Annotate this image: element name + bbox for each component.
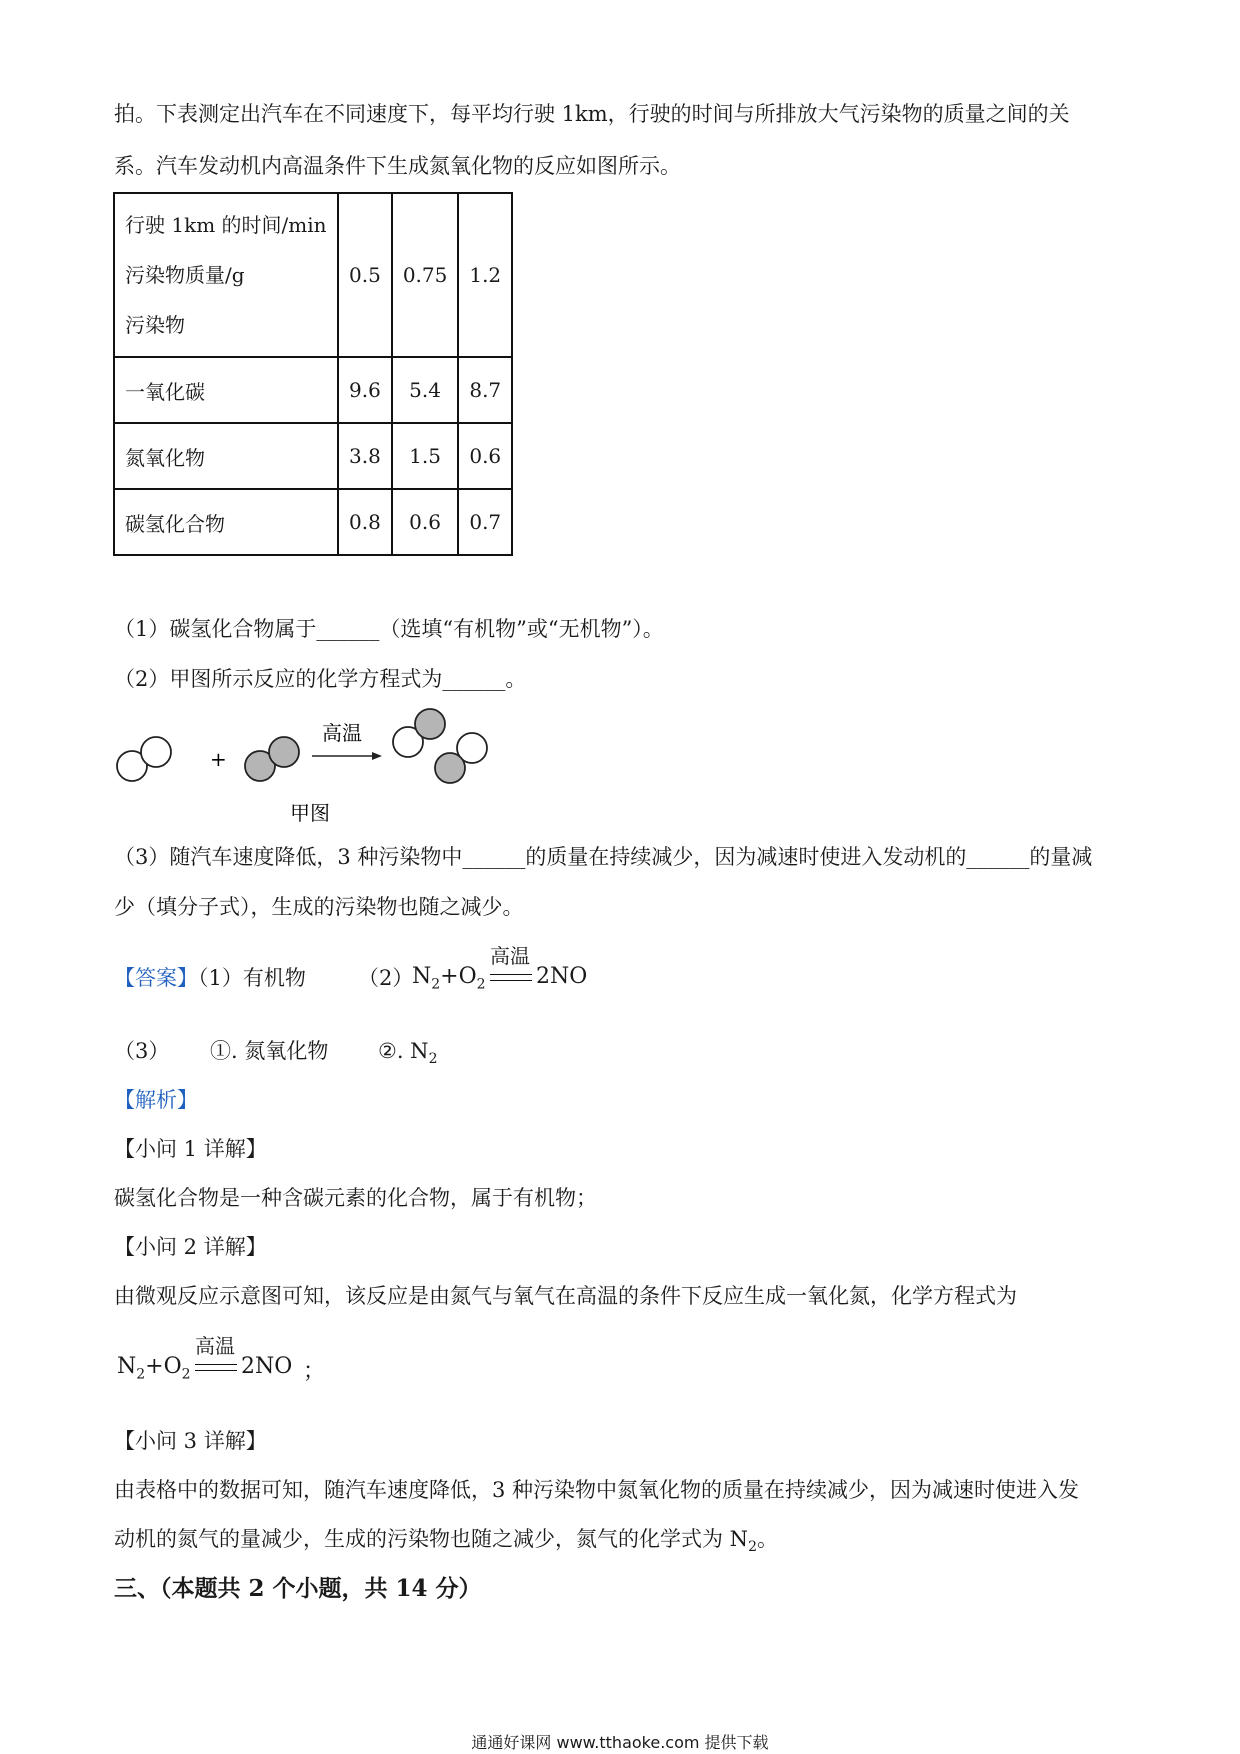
subquestion-2-heading: 【小问 2 详解】 [114, 1235, 267, 1259]
mass-value: 3.8 [338, 423, 392, 489]
no-molecule [435, 733, 487, 783]
nitrogen-atom [435, 753, 465, 783]
subquestion-3-text-line-1: 由表格中的数据可知，随汽车速度降低，3 种污染物中氮氧化物的质量在持续减少，因为减速时使进入发 [114, 1478, 1080, 1502]
eq-n-sub: 2 [431, 976, 441, 993]
eq-n-sub: 2 [136, 1366, 146, 1383]
answer-3-1: ①. 氮氧化物 [210, 1039, 329, 1063]
reaction-arrow [312, 752, 382, 760]
mass-value: 0.6 [392, 489, 459, 555]
section-title: 三、（本题共 2 个小题，共 14 分） [114, 1575, 482, 1602]
table-header-cell [114, 193, 338, 357]
eq-o: +O [440, 964, 477, 989]
eq-end: ； [303, 1359, 326, 1384]
time-value: 0.5 [338, 193, 392, 357]
mass-value: 8.7 [458, 357, 512, 423]
eq-o-sub: 2 [476, 976, 486, 993]
answer-2-prefix: （2） [358, 966, 414, 990]
answer-3-2-text: ②. N [378, 1039, 429, 1063]
table-row [114, 357, 512, 423]
subquestion-3-text-line-2 [114, 1525, 778, 1561]
intro-line-2: 系。汽车发动机内高温条件下生成氮氧化物的反应如图所示。 [114, 154, 681, 178]
p3-end: 。 [756, 1527, 778, 1551]
analysis-tag: 【解析】 [114, 1088, 198, 1112]
pollutant-name: 一氧化碳 [114, 357, 338, 423]
question-1: （1）碳氢化合物属于______（选填“有机物”或“无机物”）。 [114, 617, 664, 641]
reaction-diagram [110, 700, 510, 840]
subquestion-3-heading: 【小问 3 详解】 [114, 1429, 267, 1453]
table-row [114, 489, 512, 555]
nitrogen-atom [269, 737, 299, 767]
header-pollutant-label: 污染物 [125, 313, 185, 337]
eq-product: 2NO [241, 1354, 293, 1379]
emission-table [113, 192, 513, 556]
eq-double-line [490, 974, 532, 981]
answer-3-2-sub: 2 [428, 1051, 438, 1068]
pollutant-name: 氮氧化物 [114, 423, 338, 489]
eq-n: N [117, 1354, 137, 1379]
analysis-equation [117, 1334, 357, 1390]
mass-value: 1.5 [392, 423, 459, 489]
table-row [114, 423, 512, 489]
answer-line [114, 964, 306, 992]
diagram-caption: 甲图 [290, 801, 330, 825]
answer-3-prefix: （3） [114, 1039, 170, 1063]
no-molecule [393, 709, 445, 757]
eq-product: 2NO [536, 964, 588, 989]
footer-text: 通通好课网 www.tthaoke.com 提供下载 [471, 1733, 769, 1752]
answer-equation [412, 944, 612, 1000]
mass-value: 5.4 [392, 357, 459, 423]
eq-double-line [195, 1364, 237, 1371]
answer-1: （1）有机物 [198, 966, 306, 990]
eq-o-sub: 2 [181, 1366, 191, 1383]
mass-value: 9.6 [338, 357, 392, 423]
time-value: 0.75 [392, 193, 459, 357]
pollutant-name: 碳氢化合物 [114, 489, 338, 555]
eq-o: +O [145, 1354, 182, 1379]
eq-n: N [412, 964, 432, 989]
condition-label: 高温 [322, 721, 362, 745]
answer-tag: 【答案】 [114, 966, 198, 990]
eq-condition: 高温 [490, 944, 530, 968]
subquestion-1-heading: 【小问 1 详解】 [114, 1137, 267, 1161]
mass-value: 0.8 [338, 489, 392, 555]
plus-sign: + [210, 747, 227, 771]
header-mass-label: 污染物质量/g [125, 263, 245, 287]
p3-text: 动机的氮气的量减少，生成的污染物也随之减少，氮气的化学式为 N [114, 1527, 749, 1551]
p3-sub: 2 [748, 1539, 757, 1556]
time-value: 1.2 [458, 193, 512, 357]
subquestion-1-text: 碳氢化合物是一种含碳元素的化合物，属于有机物； [114, 1186, 597, 1210]
subquestion-2-text: 由微观反应示意图可知，该反应是由氮气与氧气在高温的条件下反应生成一氧化氮，化学方程式为 [114, 1284, 1017, 1308]
question-2: （2）甲图所示反应的化学方程式为______。 [114, 667, 527, 691]
question-3-line-1: （3）随汽车速度降低，3 种污染物中______的质量在持续减少，因为减速时使进入发动机的______的量减 [114, 845, 1093, 869]
mass-value: 0.7 [458, 489, 512, 555]
nitrogen-molecule [245, 737, 299, 781]
eq-condition: 高温 [195, 1334, 235, 1358]
table-header-row [114, 193, 512, 357]
nitrogen-atom [415, 709, 445, 739]
answer-3-2 [378, 1037, 437, 1073]
oxygen-atom [141, 737, 171, 767]
oxygen-molecule [117, 737, 171, 781]
mass-value: 0.6 [458, 423, 512, 489]
header-time-label: 行驶 1km 的时间/min [125, 213, 327, 237]
intro-line-1: 拍。下表测定出汽车在不同速度下，每平均行驶 1km，行驶的时间与所排放大气污染物的质量之间的关 [114, 102, 1070, 126]
question-3-line-2: 少（填分子式），生成的污染物也随之减少。 [114, 895, 524, 919]
